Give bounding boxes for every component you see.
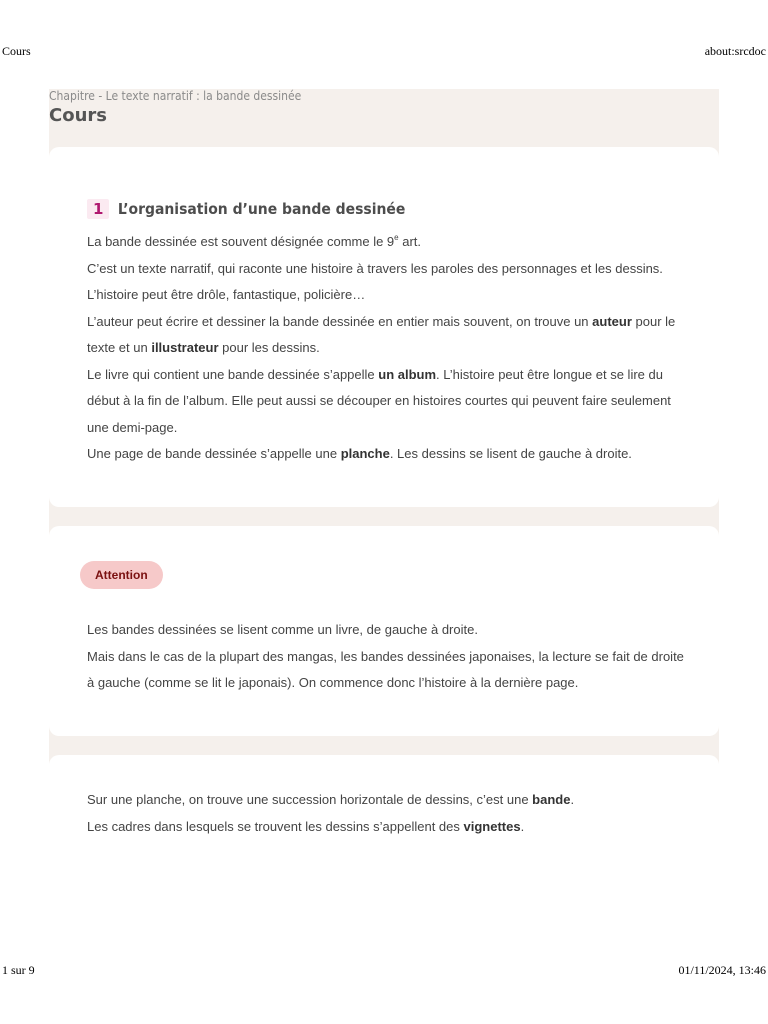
paragraph: Le livre qui contient une bande dessinée s’appelle un album. L’histoire peut être longue et se lire du début à la fin de l’album. Elle peut aussi se découper en histoires courtes qui peuvent faire seulement une demi-page. (87, 366, 671, 435)
section-body (87, 229, 687, 468)
attention-card (49, 526, 719, 736)
paragraph: Les bandes dessinées se lisent comme un livre, de gauche à droite. (87, 622, 478, 637)
section-body (87, 787, 687, 840)
print-title: Cours (2, 44, 31, 58)
keyword-planche: planche (340, 446, 390, 461)
keyword-vignettes: vignettes (463, 818, 521, 834)
print-header (0, 44, 768, 60)
keyword-album: un album (378, 366, 437, 382)
page-title: Cours (49, 105, 107, 126)
paragraph: Sur une planche, on trouve une succession horizontale de dessins, c’est une bande. (87, 792, 575, 807)
paragraph: Les cadres dans lesquels se trouvent les dessins s’appellent des vignettes. (87, 818, 525, 834)
print-url: about:srcdoc (704, 44, 766, 58)
breadcrumb: Chapitre - Le texte narratif : la bande dessinée (49, 89, 302, 103)
page-counter: 1 sur 9 (2, 963, 35, 977)
paragraph: L’auteur peut écrire et dessiner la bande dessinée en entier mais souvent, on trouve un auteur pour le texte et un illustrateur pour les dessins. (87, 313, 676, 355)
print-footer (0, 963, 768, 979)
section-heading (87, 199, 405, 221)
attention-body (87, 617, 687, 697)
paragraph: La bande dessinée est souvent désignée comme le 9e art. (87, 233, 422, 249)
keyword-illustrateur: illustrateur (151, 340, 219, 355)
section-card-bande (49, 755, 719, 935)
print-datetime: 01/11/2024, 13:46 (678, 963, 766, 977)
keyword-auteur: auteur (592, 313, 632, 329)
attention-badge: Attention (80, 561, 163, 589)
paragraph: Mais dans le cas de la plupart des mangas, les bandes dessinées japonaises, la lecture se fait de droite à gauche (comme se lit le japonais). On commence donc l’histoire à la dernière page. (87, 648, 684, 690)
page-content (49, 89, 719, 935)
paragraph: C’est un texte narratif, qui raconte une histoire à travers les paroles des personnages et les dessins. L’histoire peut être drôle, fantastique, policière… (87, 260, 663, 302)
section-title: L’organisation d’une bande dessinée (117, 200, 406, 218)
keyword-bande: bande (532, 792, 571, 807)
paragraph: Une page de bande dessinée s’appelle une planche. Les dessins se lisent de gauche à droite. (87, 446, 632, 461)
section-number: 1 (87, 199, 109, 219)
section-card-organisation (49, 147, 719, 507)
